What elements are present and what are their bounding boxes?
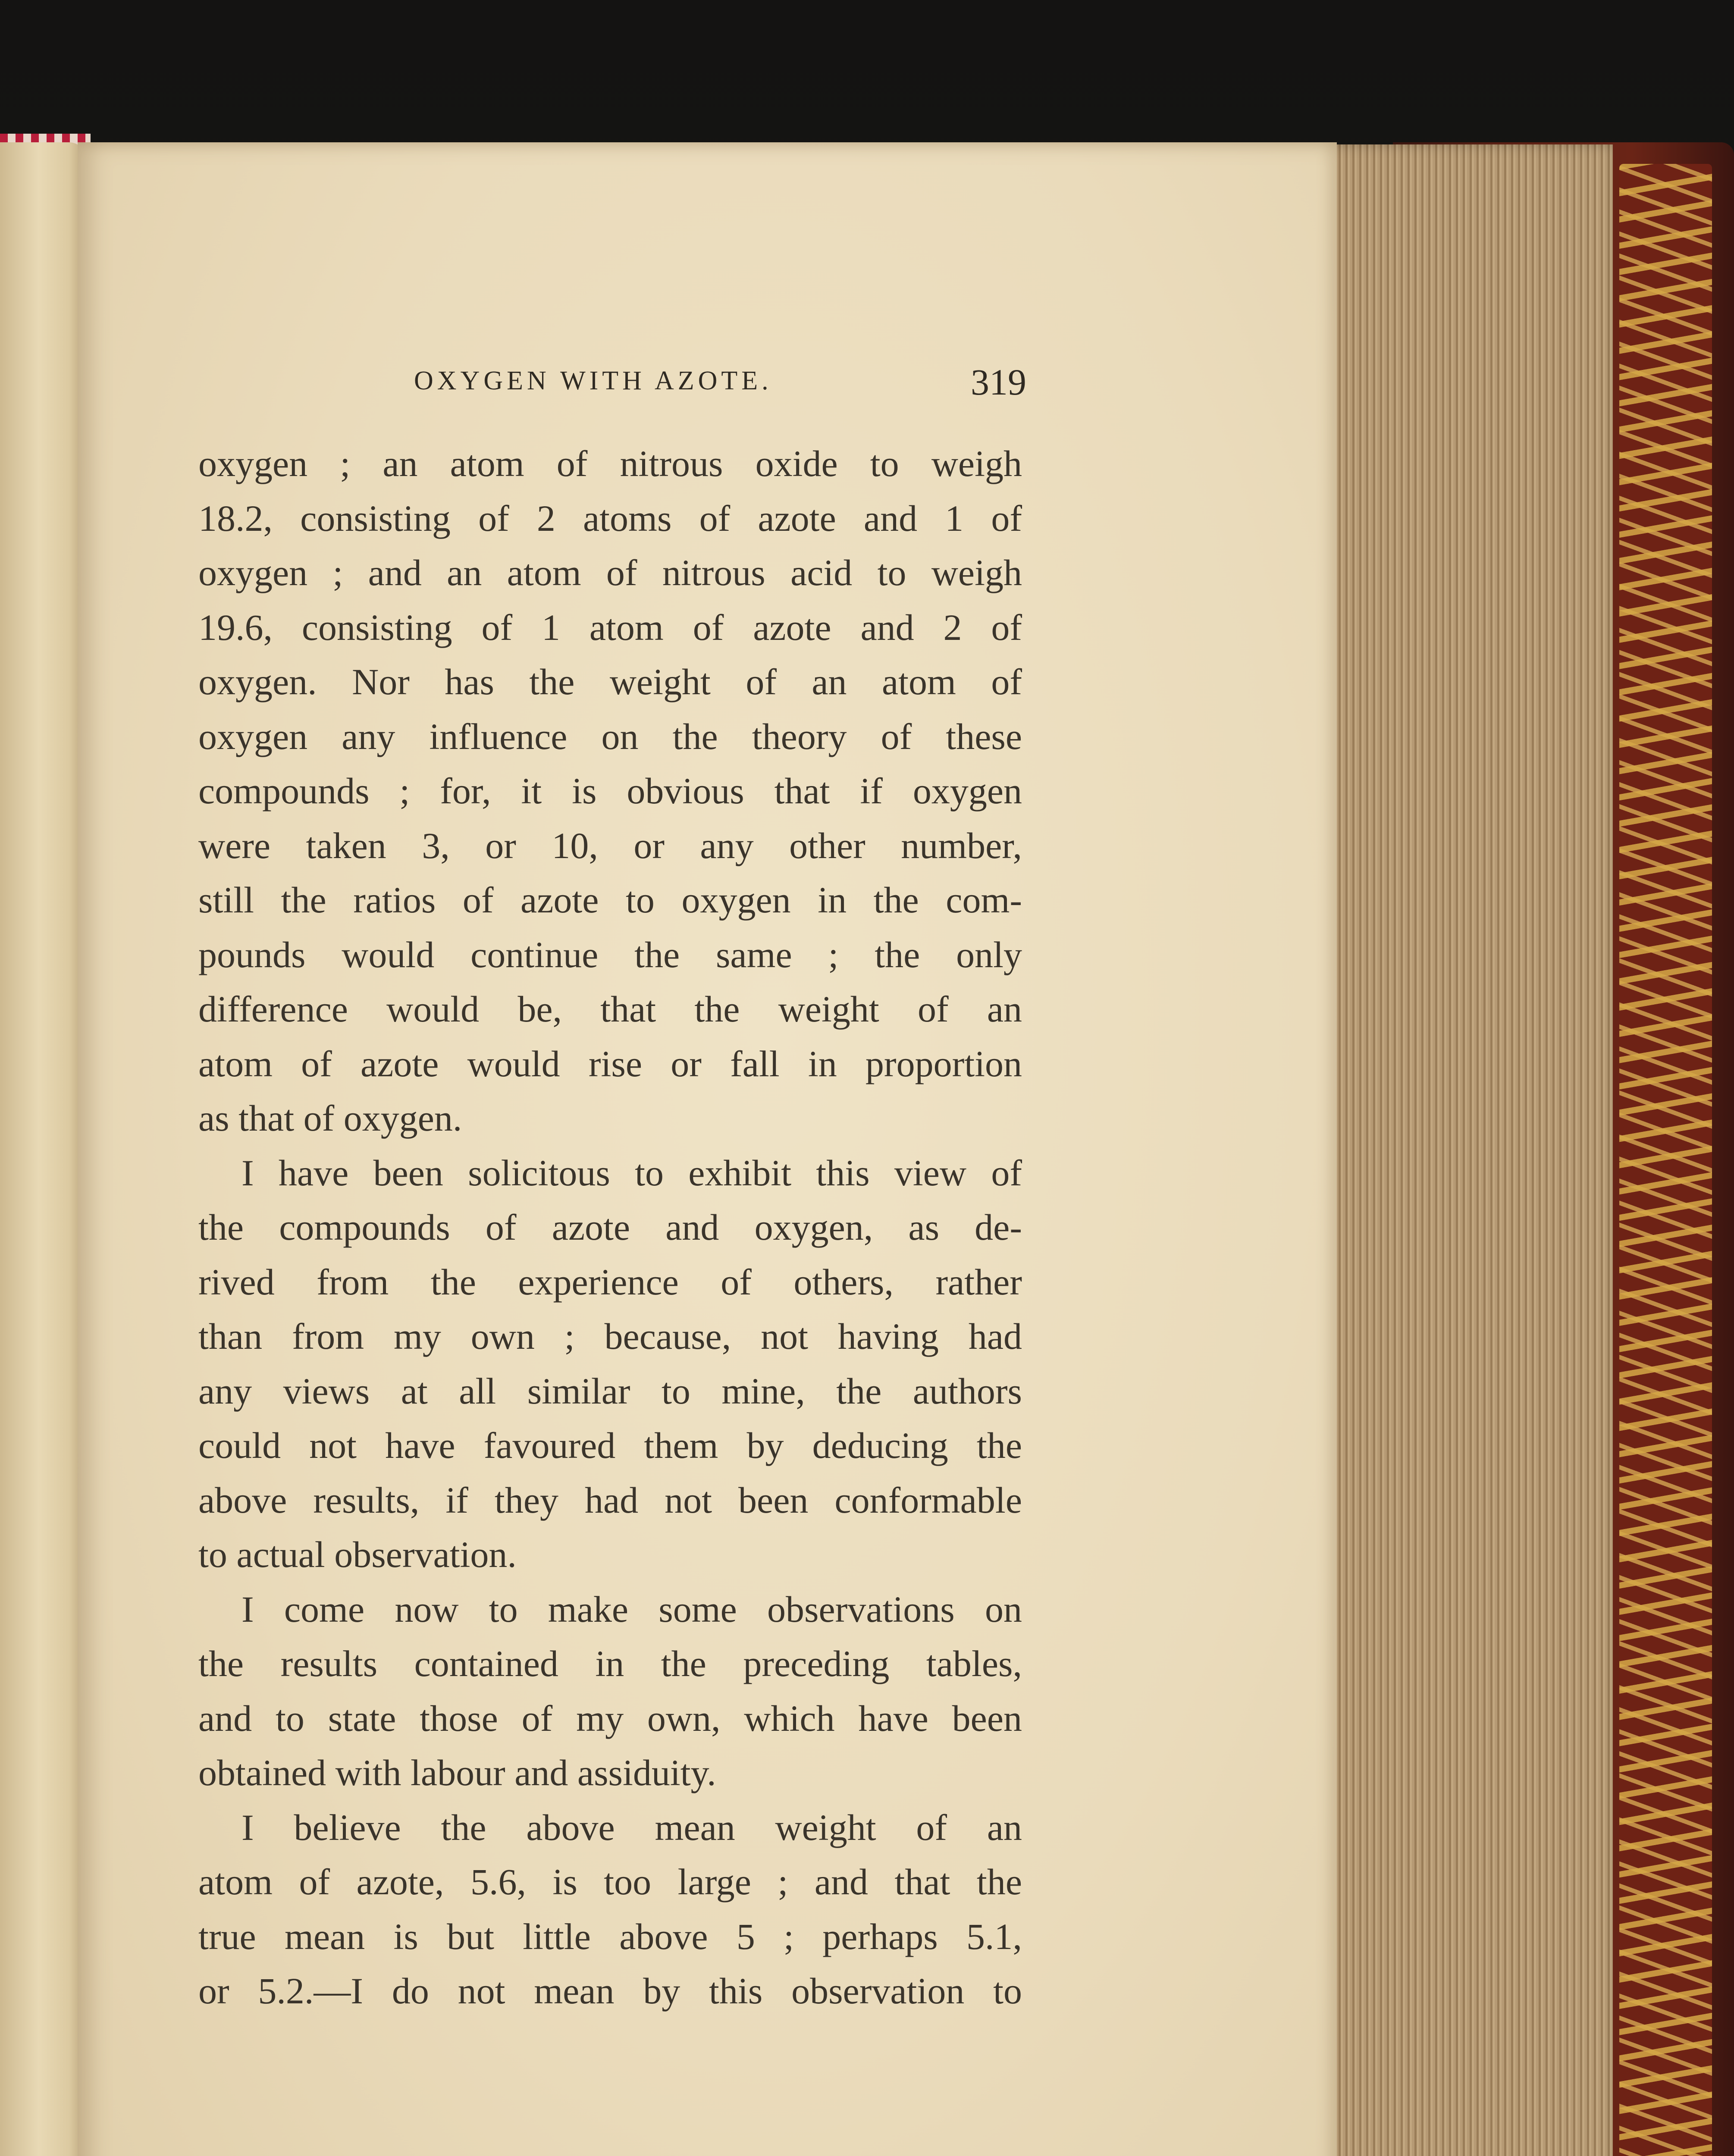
text-line: oxygen. Nor has the weight of an atom of: [198, 661, 1022, 702]
text-line: above results, if they had not been conformable: [198, 1479, 1022, 1521]
body-text: [198, 436, 1022, 2018]
text-line: 18.2, consisting of 2 atoms of azote and 1 of: [198, 497, 1022, 539]
text-line: oxygen ; an atom of nitrous oxide to weigh: [198, 443, 1022, 484]
text-line: true mean is but little above 5 ; perhaps 5.1,: [198, 1915, 1022, 1957]
text-line: to actual observation.: [198, 1534, 517, 1575]
text-line: atom of azote, 5.6, is too large ; and that the: [198, 1861, 1022, 1902]
text-line: and to state those of my own, which have been: [198, 1697, 1022, 1739]
text-line: or 5.2.—I do not mean by this observation to: [198, 1970, 1022, 2012]
gilt-edge-decoration: [1619, 164, 1712, 2156]
text-line: the compounds of azote and oxygen, as de-: [198, 1206, 1022, 1248]
text-line: I have been solicitous to exhibit this view of: [241, 1152, 1022, 1194]
text-line: as that of oxygen.: [198, 1097, 462, 1139]
text-line: oxygen ; and an atom of nitrous acid to weigh: [198, 552, 1022, 593]
text-line: obtained with labour and assiduity.: [198, 1752, 716, 1793]
page-fore-edge: [1315, 144, 1613, 2156]
text-line: I believe the above mean weight of an: [241, 1806, 1022, 1848]
text-line: 19.6, consisting of 1 atom of azote and 2 of: [198, 606, 1022, 648]
page-number: 319: [971, 361, 1026, 403]
text-line: than from my own ; because, not having had: [198, 1316, 1022, 1357]
text-line: pounds would continue the same ; the only: [198, 934, 1022, 975]
text-line: I come now to make some observations on: [241, 1588, 1022, 1630]
text-line: still the ratios of azote to oxygen in the com-: [198, 879, 1022, 921]
text-line: oxygen any influence on the theory of these: [198, 715, 1022, 757]
page-header: [414, 361, 1026, 409]
text-line: were taken 3, or 10, or any other number,: [198, 824, 1022, 866]
text-line: difference would be, that the weight of an: [198, 988, 1022, 1030]
running-head: OXYGEN WITH AZOTE.: [414, 366, 772, 395]
left-page-edge: [0, 142, 86, 2156]
text-line: the results contained in the preceding tables,: [198, 1643, 1022, 1684]
text-line: any views at all similar to mine, the authors: [198, 1370, 1022, 1412]
text-line: could not have favoured them by deducing the: [198, 1425, 1022, 1466]
text-line: compounds ; for, it is obvious that if oxygen: [198, 770, 1022, 812]
text-line: atom of azote would rise or fall in proportion: [198, 1043, 1022, 1084]
text-line: rived from the experience of others, rather: [198, 1261, 1022, 1303]
